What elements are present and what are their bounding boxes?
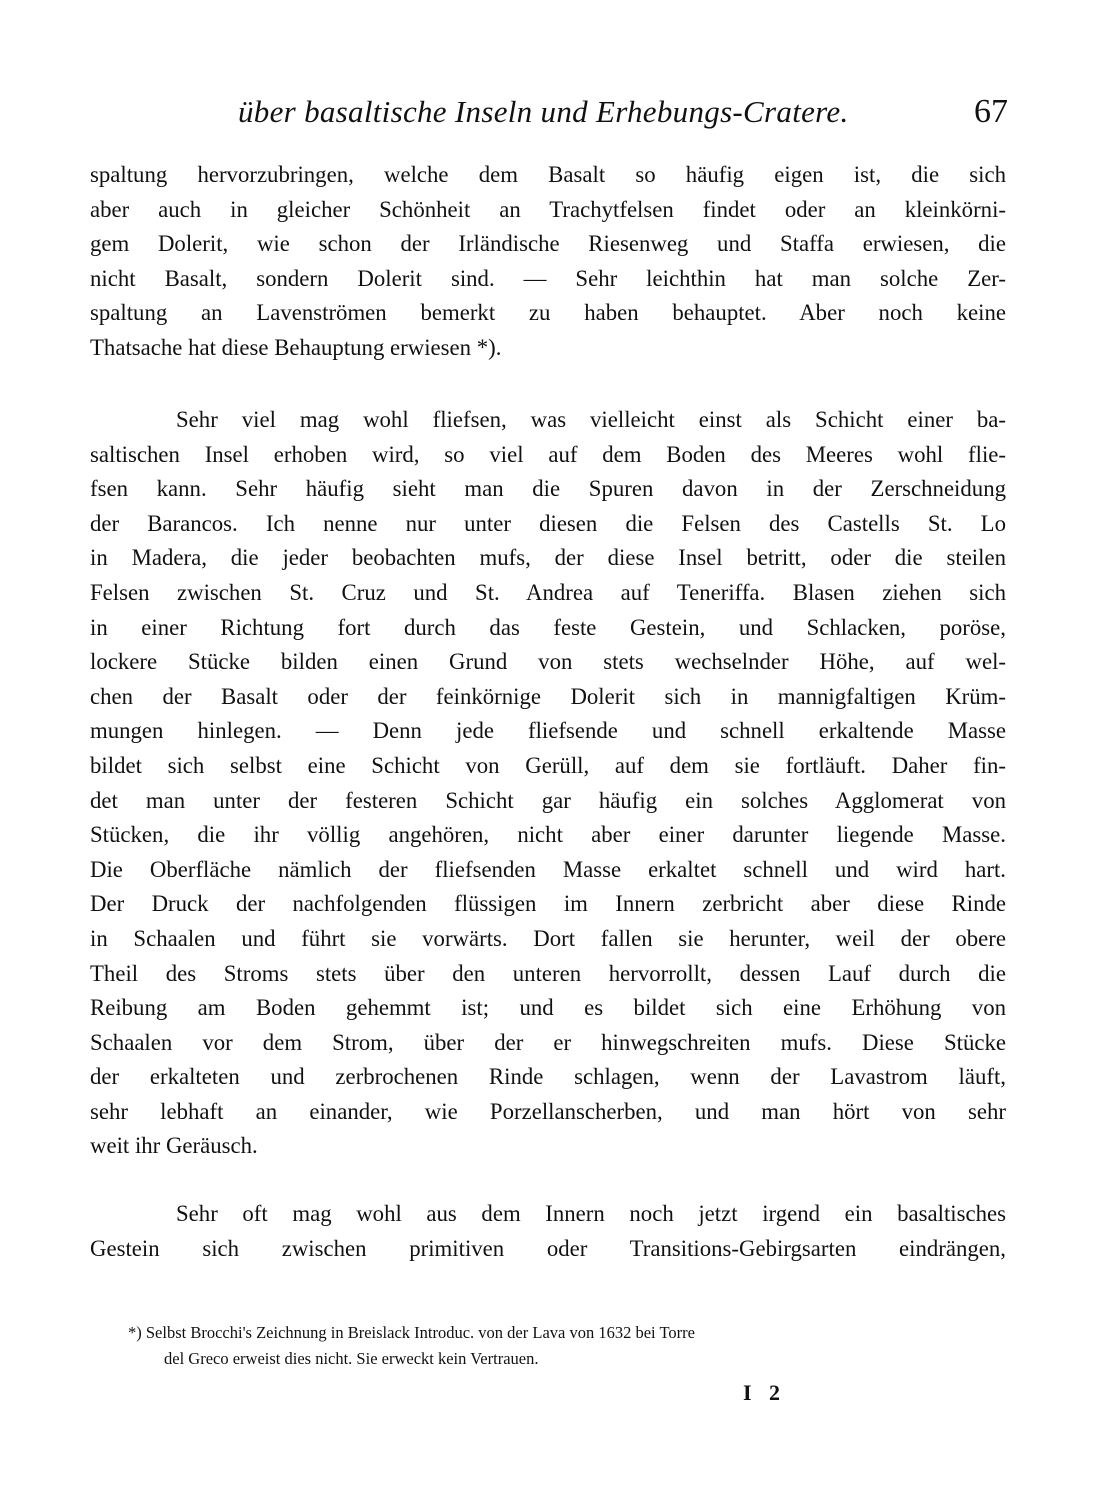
text-line: aber auch in gleicher Schönheit an Trachytfelsen findet oder an kleinkörni- xyxy=(90,196,1006,222)
text-line: det man unter der festeren Schicht gar häufig ein solches Agglomerat von xyxy=(90,787,1006,813)
text-line: gem Dolerit, wie schon der Irländische Riesenweg und Staffa erwiesen, die xyxy=(90,231,1006,257)
signature-mark: I 2 xyxy=(743,1380,787,1405)
text-line: saltischen Insel erhoben wird, so viel auf dem Boden des Meeres wohl flie- xyxy=(90,441,1006,467)
text-line: Die Oberfläche nämlich der fliefsenden Masse erkaltet schnell und wird hart. xyxy=(90,856,1006,882)
text-line: in Schaalen und führt sie vorwärts. Dort fallen sie herunter, weil der obere xyxy=(90,925,1006,951)
footnote-line: *) Selbst Brocchi's Zeichnung in Breislack Introduc. von der Lava von 1632 bei Torre xyxy=(128,1323,695,1342)
footnote-line: del Greco erweist dies nicht. Sie erweckt kein Vertrauen. xyxy=(164,1349,539,1368)
paragraph-lava-flows xyxy=(90,403,1006,1164)
text-line: weit ihr Geräusch. xyxy=(90,1133,258,1159)
text-line: Sehr oft mag wohl aus dem Innern noch jetzt irgend ein basaltisches xyxy=(176,1201,1006,1226)
text-line: bildet sich selbst eine Schicht von Gerüll, auf dem sie fortläuft. Daher fin- xyxy=(90,752,1006,778)
text-line: Stücken, die ihr völlig angehören, nicht aber einer darunter liegende Masse. xyxy=(90,822,1006,848)
running-title: über basaltische Inseln und Erhebungs-Cratere. xyxy=(238,94,849,129)
text-line: chen der Basalt oder der feinkörnige Dolerit sich in mannigfaltigen Krüm- xyxy=(90,683,1006,709)
running-head xyxy=(90,92,1010,136)
text-line: Felsen zwischen St. Cruz und St. Andrea auf Teneriffa. Blasen ziehen sich xyxy=(90,579,1006,605)
text-line: spaltung an Lavenströmen bemerkt zu haben behauptet. Aber noch keine xyxy=(90,300,1006,326)
paragraph-continuation xyxy=(90,158,1006,366)
text-line: nicht Basalt, sondern Dolerit sind. — Sehr leichthin hat man solche Zer- xyxy=(90,265,1006,291)
text-line: Schaalen vor dem Strom, über der er hinwegschreiten mufs. Diese Stücke xyxy=(90,1029,1006,1055)
text-line: fsen kann. Sehr häufig sieht man die Spuren davon in der Zerschneidung xyxy=(90,476,1006,502)
text-line: Theil des Stroms stets über den unteren hervorrollt, dessen Lauf durch die xyxy=(90,960,1006,986)
text-line: in einer Richtung fort durch das feste Gestein, und Schlacken, poröse, xyxy=(90,614,1006,640)
text-line: der erkalteten und zerbrochenen Rinde schlagen, wenn der Lavastrom läuft, xyxy=(90,1064,1006,1090)
text-line: der Barancos. Ich nenne nur unter diesen die Felsen des Castells St. Lo xyxy=(90,510,1006,536)
text-line: Der Druck der nachfolgenden flüssigen im Innern zerbricht aber diese Rinde xyxy=(90,891,1006,917)
footnote xyxy=(128,1320,1006,1372)
text-line: lockere Stücke bilden einen Grund von stets wechselnder Höhe, auf wel- xyxy=(90,649,1006,675)
page-number: 67 xyxy=(974,93,1008,130)
text-line: Sehr viel mag wohl fliefsen, was vielleicht einst als Schicht einer ba- xyxy=(176,407,1006,432)
text-line: sehr lebhaft an einander, wie Porzellanscherben, und man hört von sehr xyxy=(90,1098,1006,1124)
text-line: Thatsache hat diese Behauptung erwiesen *). xyxy=(90,334,502,360)
text-line: mungen hinlegen. — Denn jede fliefsende und schnell erkaltende Masse xyxy=(90,718,1006,744)
text-line: Gestein sich zwischen primitiven oder Transitions-Gebirgsarten eindrängen, xyxy=(90,1235,1006,1261)
paragraph-basaltic-intrusion xyxy=(90,1197,1006,1266)
text-line: spaltung hervorzubringen, welche dem Basalt so häufig eigen ist, die sich xyxy=(90,162,1006,187)
text-line: in Madera, die jeder beobachten mufs, der diese Insel betritt, oder die steilen xyxy=(90,545,1006,571)
text-line: Reibung am Boden gehemmt ist; und es bildet sich eine Erhöhung von xyxy=(90,995,1006,1021)
